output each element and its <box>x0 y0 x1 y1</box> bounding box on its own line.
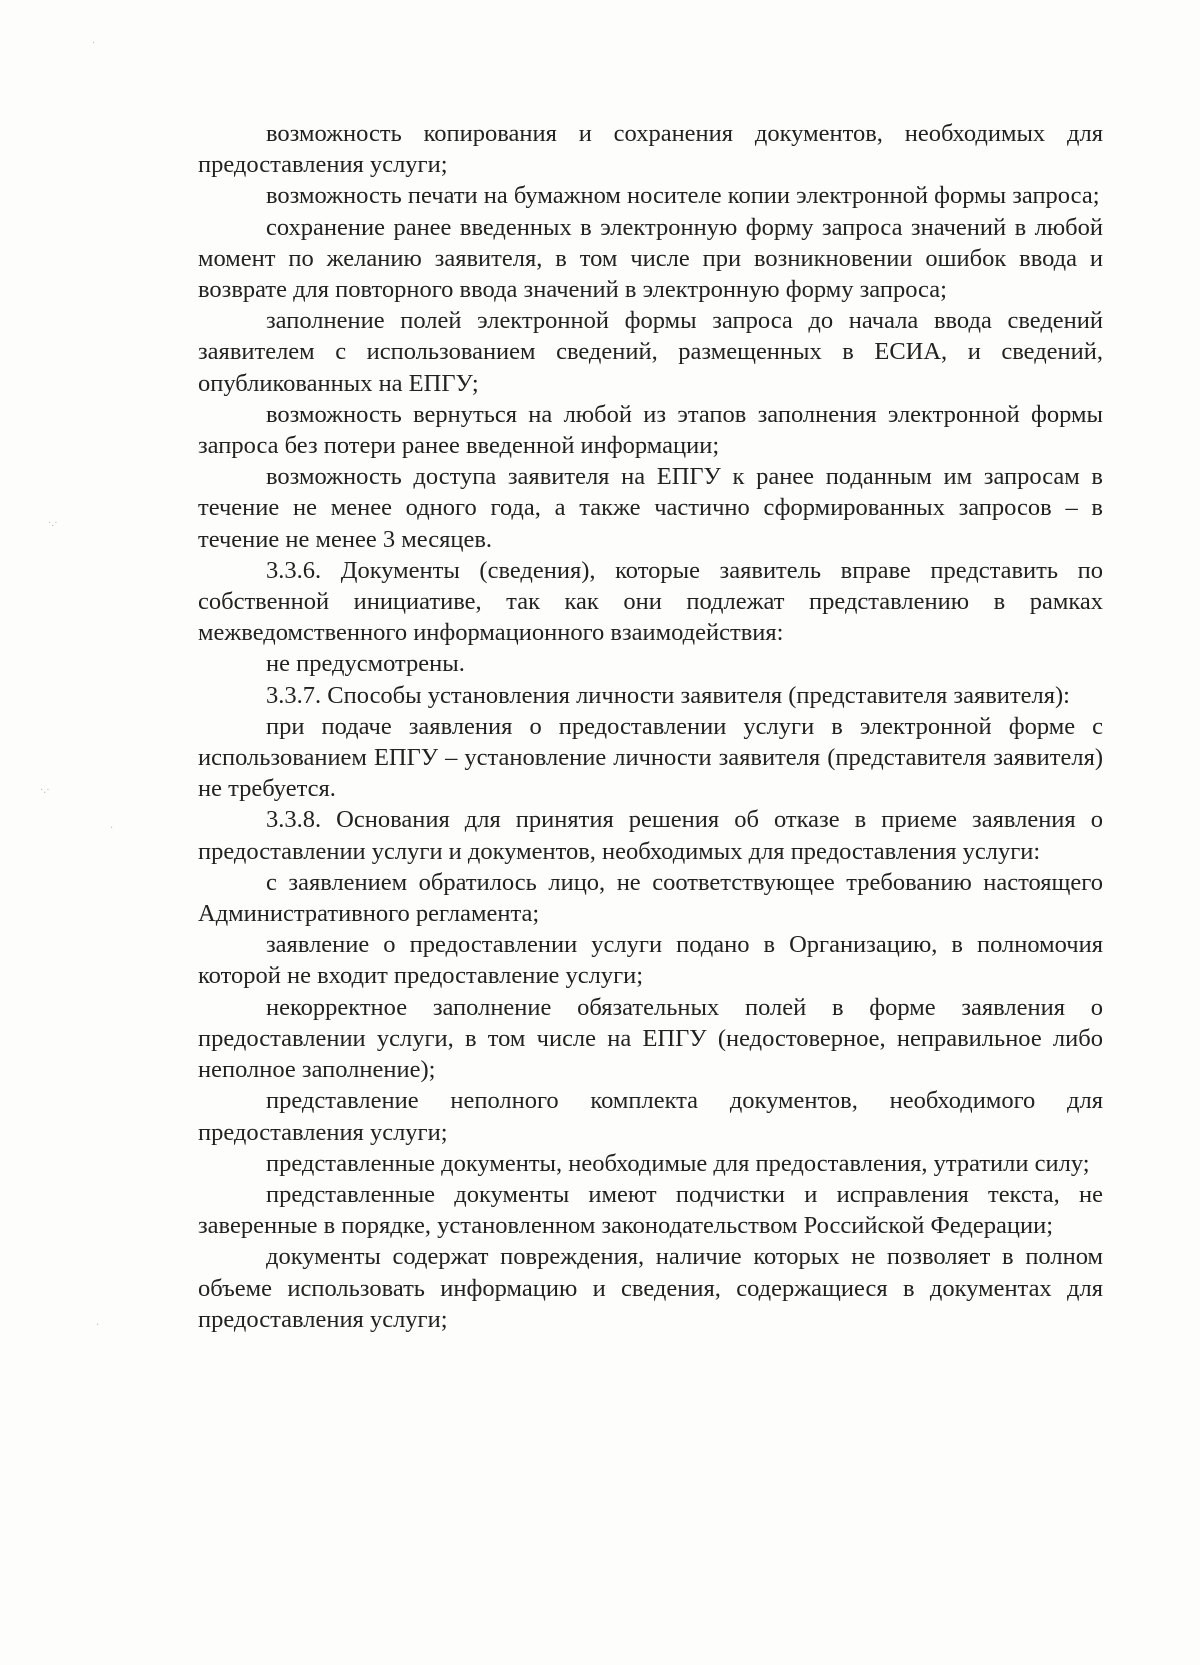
paragraph: документы содержат повреждения, наличие которых не позволяет в полном объеме использовать информацию и сведения, содержащиеся в документах для предоставления услуги; <box>198 1243 1103 1333</box>
scan-speck: · <box>92 38 96 49</box>
paragraph: с заявлением обратилось лицо, не соответствующее требованию настоящего Административного регламента; <box>198 868 1103 928</box>
paragraph: возможность копирования и сохранения документов, необходимых для предоставления услуги; <box>198 120 1103 179</box>
paragraph: возможность печати на бумажном носителе копии электронной формы запроса; <box>266 182 1100 210</box>
section-paragraph: 3.3.7. Способы установления личности заявителя (представителя заявителя): <box>266 681 1070 709</box>
section-paragraph: 3.3.8. Основания для принятия решения об отказе в приеме заявления о предоставлении услуги и документов, необходимых для предоставления услуги: <box>198 806 1103 865</box>
scan-speck: · <box>96 1320 100 1331</box>
section-paragraph: 3.3.6. Документы (сведения), которые заявитель вправе представить по собственной инициативе, так как они подлежат представлению в рамках межведомственного информационного взаимодействия: <box>198 556 1103 647</box>
paragraph: представленные документы, необходимые для предоставления, утратили силу; <box>266 1149 1090 1177</box>
paragraph: некорректное заполнение обязательных полей в форме заявления о предоставлении услуги, в том числе на ЕПГУ (недостоверное, неправильное либо неполное заполнение); <box>198 993 1103 1084</box>
paragraph: не предусмотрены. <box>266 650 465 678</box>
paragraph: при подаче заявления о предоставлении услуги в электронной форме с использованием ЕПГУ – установление личности заявителя (представителя заявителя) не требуется. <box>198 712 1103 803</box>
paragraph: сохранение ранее введенных в электронную форму запроса значений в любой момент по желанию заявителя, в том числе при возникновении ошибок ввода и возврате для повторного ввода значений в электронную форму запроса; <box>198 213 1103 304</box>
paragraph: представленные документы имеют подчистки и исправления текста, не заверенные в порядке, установленном законодательством Российской Федерации; <box>198 1180 1103 1240</box>
scan-speck: ·.· <box>40 785 50 796</box>
paragraph: заполнение полей электронной формы запроса до начала ввода сведений заявителем с использованием сведений, размещенных в ЕСИА, и сведений, опубликованных на ЕПГУ; <box>198 307 1103 397</box>
scan-speck: ·.· <box>48 518 58 529</box>
document-page <box>198 118 1103 1335</box>
paragraph: заявление о предоставлении услуги подано в Организацию, в полномочия которой не входит предоставление услуги; <box>198 931 1103 990</box>
paragraph: возможность вернуться на любой из этапов заполнения электронной формы запроса без потери ранее введенной информации; <box>198 400 1103 460</box>
paragraph: возможность доступа заявителя на ЕПГУ к ранее поданным им запросам в течение не менее одного года, а также частично сформированных запросов – в течение не менее 3 месяцев. <box>198 463 1103 553</box>
scan-speck: · <box>110 823 114 834</box>
paragraph: представление неполного комплекта документов, необходимого для предоставления услуги; <box>198 1087 1103 1146</box>
